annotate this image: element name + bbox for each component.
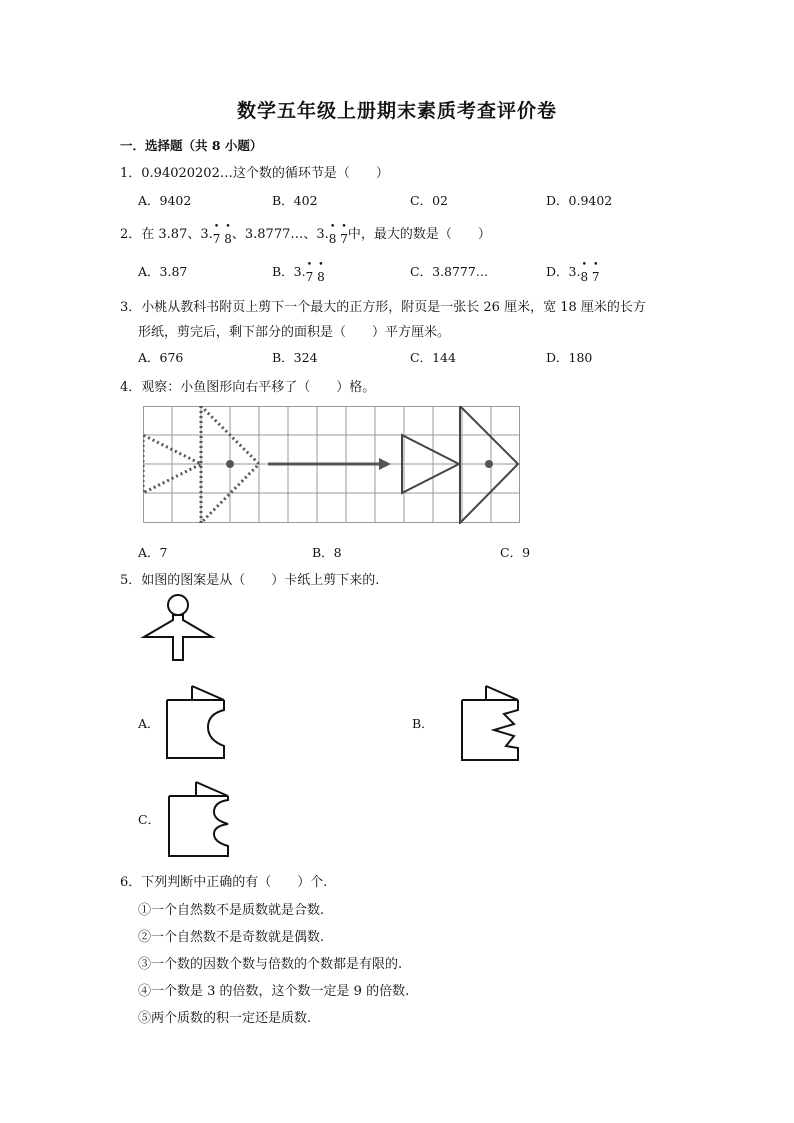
q6-item-4: ④一个数是 3 的倍数，这个数一定是 9 的倍数. [138, 984, 410, 999]
q2-option-a: A．3.87 [138, 264, 188, 279]
q4-stem: 4．观察：小鱼图形向右平移了（ ）格。 [120, 380, 376, 395]
page-title: 数学五年级上册期末素质考查评价卷 [236, 100, 557, 122]
q3-option-d: D．180 [546, 350, 593, 365]
q1-stem: 1．0.94020202…这个数的循环节是（ ） [120, 166, 389, 181]
option-b-folded-card [458, 684, 522, 764]
q4-option-a: A．7 [138, 545, 168, 560]
q1-option-d: D．0.9402 [546, 193, 613, 208]
q2-digit-7: • 7 [213, 232, 221, 246]
fish-grid-figure [143, 406, 520, 524]
q3-option-b: B．324 [272, 350, 318, 365]
q5-option-b: B． [412, 716, 434, 731]
fish-translated-eye [485, 460, 493, 468]
q1-option-b: B．402 [272, 193, 318, 208]
q4-option-b: B．8 [312, 545, 342, 560]
q1-option-c: C．02 [410, 193, 448, 208]
q6-item-1: ①一个自然数不是质数就是合数. [138, 903, 325, 918]
q6-stem: 6．下列判断中正确的有（ ）个. [120, 875, 328, 890]
q2-stem-post: 中，最大的数是（ ） [347, 227, 491, 242]
option-c-folded-card [164, 780, 232, 860]
translation-arrow [268, 458, 391, 470]
q6-item-5: ⑤两个质数的积一定还是质数. [138, 1011, 312, 1026]
section-heading: 一．选择题（共 8 小题） [120, 138, 263, 153]
q3-stem-line2: 形纸，剪完后，剩下部分的面积是（ ）平方厘米。 [138, 325, 451, 340]
q2-digit-7b: • 7 [340, 232, 348, 246]
q6-item-3: ③一个数的因数个数与倍数的个数都是有限的. [138, 957, 403, 972]
option-a-folded-card [164, 684, 228, 762]
q5-stem: 5．如图的图案是从（ ）卡纸上剪下来的. [120, 573, 380, 588]
q4-option-c: C．9 [500, 545, 531, 560]
q2-stem-mid: 、3.8777…、3. [231, 227, 329, 242]
q2-option-c: C．3.8777… [410, 264, 489, 279]
q3-option-c: C．144 [410, 350, 456, 365]
q3-option-a: A．676 [138, 350, 184, 365]
q1-option-a: A．9402 [138, 193, 192, 208]
q5-option-a: A． [138, 716, 160, 731]
q2-stem-pre: 2．在 3.87、3. [120, 227, 213, 242]
q6-item-2: ②一个自然数不是奇数就是偶数. [138, 930, 325, 945]
q2-stem [120, 223, 491, 246]
paper-doll-figure [140, 594, 216, 662]
q2-digit-8: • 8 [224, 232, 232, 246]
q2-digit-8b: • 8 [329, 232, 337, 246]
q2-option-d: D．3.• 8 • 7 [546, 262, 600, 280]
fish-original-eye [226, 460, 234, 468]
q5-option-c: C． [138, 812, 161, 827]
q3-stem-line1: 3．小桃从教科书附页上剪下一个最大的正方形，附页是一张长 26 厘米，宽 18 厘米的长方 [120, 300, 646, 315]
q2-option-b: B．3.• 7 • 8 [272, 262, 325, 280]
